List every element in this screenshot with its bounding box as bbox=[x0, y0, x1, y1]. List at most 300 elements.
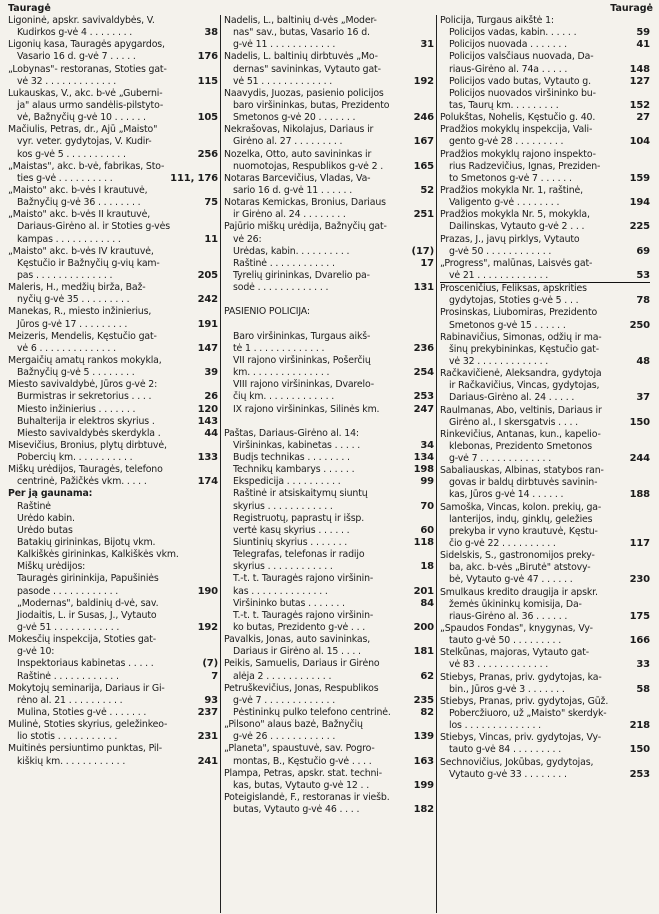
phone-number: 115 bbox=[197, 75, 218, 87]
entry-text: pas . . . . . . . . . . . . . . bbox=[17, 269, 113, 281]
directory-line bbox=[440, 234, 650, 246]
directory-line bbox=[440, 332, 650, 344]
entry-text: Policijos nuovada . . . . . . . bbox=[449, 39, 567, 51]
entry-text: Miesto inžinierius . . . . . . . bbox=[17, 403, 136, 415]
entry-text: Stelkūnas, majoras, Vytauto gat- bbox=[440, 647, 589, 659]
directory-line bbox=[224, 768, 434, 780]
directory-line bbox=[8, 586, 218, 598]
phone-number: 181 bbox=[413, 646, 434, 658]
directory-line bbox=[8, 416, 218, 428]
directory-line bbox=[440, 623, 650, 635]
entry-text: Raštinė bbox=[17, 500, 51, 512]
directory-line bbox=[440, 684, 650, 696]
directory-line bbox=[8, 258, 218, 270]
phone-number: 247 bbox=[413, 403, 434, 415]
directory-line bbox=[224, 658, 434, 670]
entry-text: tas, Taurų km. . . . . . . . . bbox=[449, 99, 559, 111]
entry-text: Vytauto g-vė 33 . . . . . . . . bbox=[449, 768, 567, 780]
phone-number: 194 bbox=[629, 197, 650, 209]
directory-line bbox=[224, 695, 434, 707]
entry-text: bė, Vytauto g-vė 47 . . . . . . bbox=[449, 574, 573, 586]
directory-line bbox=[440, 562, 650, 574]
phone-number: 34 bbox=[420, 439, 434, 451]
directory-line bbox=[224, 513, 434, 525]
entry-text: sodė . . . . . . . . . . . . . bbox=[233, 282, 329, 294]
entry-text: Registruotų, paprastų ir išsp. bbox=[233, 512, 365, 524]
directory-line bbox=[8, 634, 218, 646]
entry-text: Miesto savivaldybės skerdykla . bbox=[17, 427, 161, 439]
phone-number: 127 bbox=[629, 75, 650, 87]
directory-line bbox=[224, 440, 434, 452]
directory-line bbox=[440, 197, 650, 209]
phone-number: 254 bbox=[413, 367, 434, 379]
entry-text: vė 6 . . . . . . . . . . . . . . bbox=[17, 342, 116, 354]
directory-line bbox=[440, 307, 650, 319]
phone-number: 111, 176 bbox=[170, 172, 218, 184]
entry-text: vyr. veter. gydytojas, V. Kudir- bbox=[17, 136, 152, 148]
entry-text: Raulmanas, Abo, veltinis, Dariaus ir bbox=[440, 404, 602, 416]
directory-line bbox=[8, 622, 218, 634]
directory-line bbox=[440, 295, 650, 307]
entry-text: Pradžios mokykla Nr. 5, mokykla, bbox=[440, 209, 590, 221]
directory-line bbox=[224, 452, 434, 464]
entry-text: gydytojas, Stoties g-vė 5 . . . bbox=[449, 295, 579, 307]
directory-line bbox=[224, 428, 434, 440]
directory-line bbox=[224, 294, 434, 306]
entry-text: Kalkiškės girininkas, Kalkiškės vkm. bbox=[17, 549, 179, 561]
entry-text: Mokytojų seminarija, Dariaus ir Gi- bbox=[8, 682, 165, 694]
entry-text: Samoška, Vincas, kolon. prekių, ga- bbox=[440, 501, 602, 513]
directory-line bbox=[8, 173, 218, 185]
directory-line bbox=[440, 64, 650, 76]
phone-number: 175 bbox=[629, 610, 650, 622]
directory-line bbox=[8, 306, 218, 318]
directory-line bbox=[224, 476, 434, 488]
directory-line bbox=[440, 209, 650, 221]
directory-line bbox=[440, 221, 650, 233]
entry-text: Kudirkos g-vė 4 . . . . . . . . bbox=[17, 27, 133, 39]
entry-text: rėno al. 21 . . . . . . . . . . bbox=[17, 694, 123, 706]
phone-number: 230 bbox=[629, 574, 650, 586]
entry-text: Sabaliauskas, Albinas, statybos ran- bbox=[440, 465, 604, 477]
directory-line bbox=[224, 282, 434, 294]
phone-number: 62 bbox=[420, 670, 434, 682]
directory-line bbox=[440, 526, 650, 538]
entry-text: Prosinskas, Liubomiras, Prezidento bbox=[440, 307, 598, 319]
entry-text: Urėdo butas bbox=[17, 524, 73, 536]
phone-number: 188 bbox=[629, 489, 650, 501]
phone-number: 70 bbox=[420, 500, 434, 512]
phone-number: 251 bbox=[413, 209, 434, 221]
entry-text: Račkavičienė, Aleksandra, gydytoja bbox=[440, 368, 602, 380]
directory-line bbox=[224, 355, 434, 367]
entry-text: Policija, Turgaus aikštė 1: bbox=[440, 15, 554, 26]
directory-line bbox=[224, 64, 434, 76]
directory-line bbox=[440, 720, 650, 732]
directory-line bbox=[8, 149, 218, 161]
directory-line bbox=[440, 39, 650, 51]
phone-number: 84 bbox=[420, 597, 434, 609]
directory-line bbox=[8, 549, 218, 561]
directory-line bbox=[440, 405, 650, 417]
directory-line bbox=[8, 440, 218, 452]
entry-text: Girėno al. 27 . . . . . . . . . bbox=[233, 136, 343, 148]
phone-number: 200 bbox=[413, 622, 434, 634]
directory-line bbox=[440, 574, 650, 586]
phone-number: 225 bbox=[629, 221, 650, 233]
entry-text: Poteigislandė, F., restoranas ir viešb. bbox=[224, 792, 390, 803]
entry-text: skyrius . . . . . . . . . . . . bbox=[233, 500, 333, 512]
directory-line bbox=[224, 646, 434, 658]
directory-line bbox=[8, 319, 218, 331]
entry-text: vė 83 . . . . . . . . . . . . . bbox=[449, 659, 549, 671]
entry-text: kas, butas, Vytauto g-vė 12 . . bbox=[233, 779, 370, 791]
phone-number: 192 bbox=[197, 622, 218, 634]
entry-text: Urėdo kabin. bbox=[17, 512, 75, 524]
entry-text: Polukštas, Nohelis, Kęstučio g. 40. bbox=[440, 112, 596, 124]
entry-text: Maleris, H., medžių birža, Baž- bbox=[8, 282, 146, 294]
entry-text: Ligoninė, apskr. savivaldybės, V. bbox=[8, 15, 155, 26]
directory-line bbox=[440, 732, 650, 744]
entry-text: pasode . . . . . . . . . . . . bbox=[17, 585, 119, 597]
entry-text: IX rajono viršininkas, Šilinės km. bbox=[233, 403, 380, 415]
directory-line bbox=[224, 136, 434, 148]
entry-text: Stiebys, Vincas, priv. gydytojas, Vy- bbox=[440, 732, 602, 744]
entry-text: skyrius . . . . . . . . . . . . bbox=[233, 561, 333, 573]
directory-line bbox=[224, 683, 434, 695]
directory-line bbox=[224, 537, 434, 549]
directory-line bbox=[224, 15, 434, 27]
directory-line bbox=[8, 488, 218, 500]
entry-text: prekyba ir vyno krautuvė, Kęstu- bbox=[449, 525, 598, 537]
directory-line bbox=[8, 88, 218, 100]
directory-line bbox=[440, 161, 650, 173]
directory-line bbox=[224, 221, 434, 233]
directory-line bbox=[440, 270, 650, 283]
entry-text: Mulina, Stoties g-vė . . . . . . . bbox=[17, 707, 147, 719]
page-header bbox=[8, 2, 653, 15]
entry-text: g-vė 26 . . . . . . . . . . . . bbox=[233, 731, 336, 743]
entry-text: Stiebys, Pranas, priv. gydytojas, Gūž. bbox=[440, 695, 609, 707]
directory-line bbox=[224, 100, 434, 112]
entry-text: Pobercžiuoro, už „Maisto" skerdyk- bbox=[449, 708, 607, 720]
directory-line bbox=[224, 379, 434, 391]
entry-text: Policijos valsčiaus nuovada, Da- bbox=[449, 51, 594, 63]
directory-line bbox=[8, 64, 218, 76]
directory-line bbox=[8, 367, 218, 379]
entry-text: vė 51 . . . . . . . . . . . . . bbox=[233, 75, 333, 87]
entry-text: nuomotojas, Respublikos g-vė 2 . bbox=[233, 160, 384, 172]
entry-text: Prazas, J., javų pirklys, Vytauto bbox=[440, 233, 580, 245]
directory-line bbox=[224, 246, 434, 258]
entry-text: Smetonos g-vė 15 . . . . . . bbox=[449, 319, 566, 331]
phone-number: 118 bbox=[413, 537, 434, 549]
phone-number: 152 bbox=[629, 99, 650, 111]
phone-number: 165 bbox=[413, 160, 434, 172]
directory-line bbox=[224, 780, 434, 792]
directory-line bbox=[224, 561, 434, 573]
entry-text: Raštinė . . . . . . . . . . . . bbox=[233, 257, 335, 269]
entry-text: „Maisto" akc. b-vės IV krautuvė, bbox=[8, 245, 154, 257]
entry-text: Nadelis, L., baltinių d-vės „Moder- bbox=[224, 15, 377, 26]
phone-number: 134 bbox=[413, 452, 434, 464]
directory-line bbox=[8, 221, 218, 233]
entry-text: Mergaičių amatų rankos mokykla, bbox=[8, 354, 162, 366]
entry-text: Pajūrio miškų urėdija, Bažnyčių gat- bbox=[224, 221, 387, 233]
phone-number: 133 bbox=[197, 452, 218, 464]
directory-line bbox=[8, 573, 218, 585]
directory-line bbox=[224, 719, 434, 731]
entry-text: Valigento g-vė . . . . . . . . bbox=[449, 197, 560, 209]
entry-text: Bažnyčių g-vė 5 . . . . . . . . bbox=[17, 367, 135, 379]
entry-text: Smetonos g-vė 20 . . . . . . . bbox=[233, 112, 356, 124]
entry-text: Dariaus ir Girėno al. 15 . . . . bbox=[233, 646, 361, 658]
entry-text: kampas . . . . . . . . . . . . bbox=[17, 233, 121, 245]
directory-line bbox=[8, 513, 218, 525]
entry-text: šinų prekybininkas, Kęstučio gat- bbox=[449, 343, 599, 355]
directory-line bbox=[440, 246, 650, 258]
entry-text: Manekas, R., miesto inžinierius, bbox=[8, 306, 152, 318]
entry-text: km. . . . . . . . . . . . . . . bbox=[233, 367, 330, 379]
directory-line bbox=[8, 282, 218, 294]
entry-text: Šechnovičius, Jokūbas, gydytojas, bbox=[440, 756, 594, 768]
phone-number: 143 bbox=[197, 415, 218, 427]
directory-line bbox=[8, 331, 218, 343]
entry-text: T.-t. t. Tauragės rajono viršinin- bbox=[233, 573, 374, 585]
phone-number: 253 bbox=[629, 768, 650, 780]
entry-text: g-vė 10: bbox=[17, 646, 55, 658]
directory-line bbox=[224, 634, 434, 646]
directory-line bbox=[440, 124, 650, 136]
entry-text: centrinė, Pažičkės vkm. . . . . bbox=[17, 476, 147, 488]
directory-line bbox=[440, 185, 650, 197]
directory-line bbox=[440, 659, 650, 671]
directory-line bbox=[224, 185, 434, 197]
phone-number: 52 bbox=[420, 184, 434, 196]
directory-line bbox=[440, 477, 650, 489]
directory-line bbox=[224, 270, 434, 282]
entry-text: „Lobynas"- restoranas, Stoties gat- bbox=[8, 63, 167, 75]
phone-number: 199 bbox=[413, 779, 434, 791]
directory-line bbox=[224, 792, 434, 804]
entry-text: Budįs technikas . . . . . . . . bbox=[233, 452, 350, 464]
directory-line bbox=[440, 429, 650, 441]
directory-line bbox=[224, 416, 434, 428]
directory-line bbox=[8, 39, 218, 51]
phone-number: 150 bbox=[629, 416, 650, 428]
directory-line bbox=[224, 234, 434, 246]
directory-line bbox=[440, 550, 650, 562]
entry-text: Policijos vadas, kabin. . . . . . bbox=[449, 27, 577, 39]
directory-line bbox=[224, 743, 434, 755]
directory-line bbox=[224, 209, 434, 221]
directory-line bbox=[8, 391, 218, 403]
entry-text: T.-t. t. Tauragės rajono viršinin- bbox=[233, 609, 374, 621]
columns bbox=[8, 15, 653, 913]
directory-line bbox=[8, 27, 218, 39]
phone-number: 253 bbox=[413, 391, 434, 403]
directory-line bbox=[224, 598, 434, 610]
entry-text: „Modernas", baldinių d-vė, sav. bbox=[17, 597, 159, 609]
entry-text: Pėstininkų pulko telefono centrinė. bbox=[233, 707, 391, 719]
directory-line bbox=[224, 258, 434, 270]
directory-line bbox=[8, 234, 218, 246]
entry-text: „Pilsono" alaus bazė, Bažnyčių bbox=[224, 719, 363, 731]
entry-text: Raštinė . . . . . . . . . . . . bbox=[17, 670, 119, 682]
phone-number: 147 bbox=[197, 342, 218, 354]
directory-line bbox=[440, 88, 650, 100]
directory-line bbox=[8, 209, 218, 221]
entry-text: Nekrašovas, Nikolajus, Dariaus ir bbox=[224, 124, 374, 136]
entry-text: Vasario 16 d. g-vė 7 . . . . . bbox=[17, 51, 136, 63]
directory-line bbox=[440, 149, 650, 161]
entry-text: Kęstučio ir Bažnyčių g-vių kam- bbox=[17, 257, 160, 269]
phone-number: 117 bbox=[629, 538, 650, 550]
phone-number: 131 bbox=[413, 282, 434, 294]
entry-text: Tauragės girininkija, Papušiniės bbox=[17, 573, 159, 585]
directory-line bbox=[8, 646, 218, 658]
directory-line bbox=[8, 379, 218, 391]
phone-number: 166 bbox=[629, 635, 650, 647]
entry-text: Bažnyčių g-vė 36 . . . . . . . . bbox=[17, 197, 141, 209]
column-right bbox=[436, 15, 650, 913]
directory-line bbox=[224, 586, 434, 598]
phone-number: 174 bbox=[197, 476, 218, 488]
entry-text: montas, B., Kęstučio g-vė . . . . bbox=[233, 755, 372, 767]
directory-line bbox=[8, 136, 218, 148]
directory-line bbox=[440, 453, 650, 465]
entry-text: ir Girėno al. 24 . . . . . . . . bbox=[233, 209, 346, 221]
directory-line bbox=[440, 647, 650, 659]
directory-line bbox=[224, 319, 434, 331]
directory-line bbox=[224, 88, 434, 100]
directory-line bbox=[440, 599, 650, 611]
directory-line bbox=[224, 804, 434, 816]
directory-line bbox=[8, 51, 218, 63]
entry-text: Meizeris, Mendelis, Kęstučio gat- bbox=[8, 330, 157, 342]
phone-number: 250 bbox=[629, 319, 650, 331]
entry-text: VIII rajono viršininkas, Dvarelo- bbox=[233, 379, 374, 391]
phone-number: 150 bbox=[629, 744, 650, 756]
directory-line bbox=[440, 708, 650, 720]
entry-text: ba, akc. b-vės „Birutė" atstovy- bbox=[449, 562, 591, 574]
phone-number: 190 bbox=[197, 585, 218, 597]
header-left: Tauragė bbox=[8, 3, 51, 14]
phone-number: 176 bbox=[197, 51, 218, 63]
directory-line bbox=[440, 112, 650, 124]
directory-line bbox=[8, 452, 218, 464]
entry-text: Batakių girininkas, Bijotų vkm. bbox=[17, 537, 156, 549]
directory-line bbox=[8, 197, 218, 209]
directory-line bbox=[440, 696, 650, 708]
entry-text: alėja 2 . . . . . . . . . . . . bbox=[233, 670, 332, 682]
entry-text: žemės ūkininkų komisija, Da- bbox=[449, 598, 582, 610]
phone-number: 159 bbox=[629, 172, 650, 184]
entry-text: „Spaudos Fondas", knygynas, Vy- bbox=[440, 623, 593, 635]
entry-text: vė 26: bbox=[233, 233, 262, 245]
entry-text: Naavydis, Juozas, pasienio policijos bbox=[224, 87, 384, 99]
directory-line bbox=[440, 672, 650, 684]
entry-text: Rabinavičius, Simonas, odžių ir ma- bbox=[440, 331, 602, 343]
entry-text: Misevičius, Bronius, plytų dirbtuvė, bbox=[8, 439, 167, 451]
phone-number: 242 bbox=[197, 294, 218, 306]
entry-text: lio stotis . . . . . . . . . . . bbox=[17, 731, 118, 743]
phone-number: 37 bbox=[636, 392, 650, 404]
phone-number: 41 bbox=[636, 39, 650, 51]
directory-line bbox=[8, 610, 218, 622]
phone-number: 17 bbox=[420, 257, 434, 269]
directory-line bbox=[8, 501, 218, 513]
phone-number: 58 bbox=[636, 683, 650, 695]
entry-text: Petruškevičius, Jonas, Respublikos bbox=[224, 682, 379, 694]
phone-number: 44 bbox=[204, 427, 218, 439]
entry-text: Miškų urėdijos, Tauragės, telefono bbox=[8, 464, 163, 476]
directory-line bbox=[8, 76, 218, 88]
entry-text: Siuntinių skyrius . . . . . . . bbox=[233, 537, 348, 549]
directory-line bbox=[440, 258, 650, 270]
directory-line bbox=[8, 743, 218, 755]
entry-text: Pavalkis, Jonas, auto savininkas, bbox=[224, 634, 371, 646]
entry-text: Pradžios mokyklų rajono inspekto- bbox=[440, 148, 596, 160]
phone-number: 191 bbox=[197, 318, 218, 330]
entry-text: Nozelka, Otto, auto savininkas ir bbox=[224, 148, 372, 160]
entry-text: g-vė 7 . . . . . . . . . . . . . bbox=[233, 694, 336, 706]
entry-text bbox=[224, 319, 434, 331]
entry-text: klebonas, Prezidento Smetonos bbox=[449, 440, 592, 452]
directory-line bbox=[440, 344, 650, 356]
entry-text: Notaras Kemickas, Bronius, Dariaus bbox=[224, 197, 386, 209]
phone-number: 69 bbox=[636, 245, 650, 257]
directory-line bbox=[224, 488, 434, 500]
directory-line bbox=[224, 404, 434, 416]
directory-line bbox=[440, 15, 650, 27]
directory-line bbox=[8, 683, 218, 695]
directory-line bbox=[224, 549, 434, 561]
entry-text: „Maisto" akc. b-vės I krautuvė, bbox=[8, 184, 148, 196]
column-left bbox=[8, 15, 218, 913]
directory-line bbox=[8, 658, 218, 670]
entry-text: tauto g-vė 50 . . . . . . . . . bbox=[449, 635, 562, 647]
phone-number: 218 bbox=[629, 720, 650, 732]
phone-number: 78 bbox=[636, 295, 650, 307]
entry-text: VII rajono viršininkas, Pošerčių bbox=[233, 354, 371, 366]
directory-line bbox=[224, 197, 434, 209]
entry-text: g-vė 7 . . . . . . . . . . . . . bbox=[449, 453, 552, 465]
directory-line bbox=[8, 464, 218, 476]
directory-line bbox=[224, 501, 434, 513]
entry-text: butas, Vytauto g-vė 46 . . . . bbox=[233, 804, 360, 816]
directory-line bbox=[440, 356, 650, 368]
entry-text: Miškų urėdijos: bbox=[17, 561, 86, 573]
entry-text: to Smetonos g-vė 7 . . . . . . bbox=[449, 172, 572, 184]
phone-number: 244 bbox=[629, 453, 650, 465]
directory-line bbox=[224, 464, 434, 476]
phone-number: 31 bbox=[420, 39, 434, 51]
column-middle bbox=[220, 15, 434, 913]
entry-text: Baro viršininkas, Turgaus aikš- bbox=[233, 330, 371, 342]
entry-text: Policijos vado butas, Vytauto g. bbox=[449, 75, 591, 87]
directory-line bbox=[8, 100, 218, 112]
entry-text: kos g-vė 5 . . . . . . . . . . . bbox=[17, 148, 126, 160]
phone-number: 59 bbox=[636, 27, 650, 39]
entry-text: Dailinskas, Vytauto g-vė 2 . . . bbox=[449, 221, 585, 233]
entry-text: Notaras Barcevičius, Vladas, Va- bbox=[224, 172, 371, 184]
directory-line bbox=[440, 465, 650, 477]
entry-text: ties g-vė . . . . . . . . . . bbox=[17, 172, 113, 184]
phone-number: 75 bbox=[204, 197, 218, 209]
entry-text: Mačiulis, Petras, dr., Ajū „Maisto" bbox=[8, 124, 158, 136]
entry-text: kiškių km. . . . . . . . . . . . bbox=[17, 755, 126, 767]
